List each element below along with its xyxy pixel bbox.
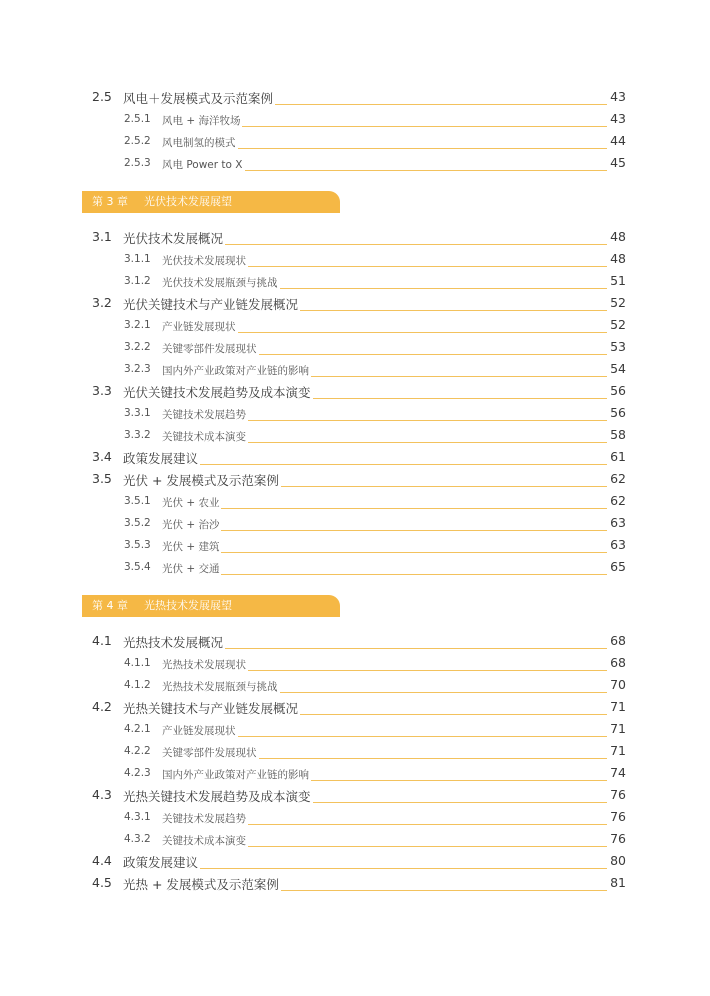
- entry-title: 国内外产业政策对产业链的影响: [162, 769, 309, 781]
- entry-number: 3.5.3: [124, 539, 151, 551]
- toc-subsection-entry[interactable]: [0, 653, 710, 675]
- entry-title: 光热技术发展现状: [162, 659, 246, 671]
- entry-title: 国内外产业政策对产业链的影响: [162, 365, 309, 377]
- page-number: 68: [607, 655, 626, 670]
- toc-section-entry[interactable]: [0, 381, 710, 403]
- entry-number: 4.2.2: [124, 745, 151, 757]
- page-number: 44: [607, 133, 626, 148]
- toc-subsection-entry[interactable]: [0, 675, 710, 697]
- entry-title: 光伏 + 发展模式及示范案例: [123, 473, 279, 488]
- entry-number: 4.1.2: [124, 679, 151, 691]
- page-number: 56: [607, 405, 626, 420]
- toc-section-entry[interactable]: [0, 293, 710, 315]
- entry-title: 光伏关键技术与产业链发展概况: [123, 297, 299, 312]
- entry-title: 光热关键技术与产业链发展概况: [123, 701, 299, 716]
- page-number: 62: [607, 471, 626, 486]
- entry-number: 2.5.2: [124, 135, 151, 147]
- page-number: 48: [607, 251, 626, 266]
- entry-title: 产业链发展现状: [162, 321, 236, 333]
- chapter-header[interactable]: [82, 191, 340, 213]
- entry-title: 光伏技术发展现状: [162, 255, 246, 267]
- page-number: 43: [607, 111, 626, 126]
- entry-number: 3.5.1: [124, 495, 151, 507]
- page-number: 63: [607, 515, 626, 530]
- entry-number: 3.3.2: [124, 429, 151, 441]
- toc-subsection-entry[interactable]: [0, 535, 710, 557]
- entry-number: 3.2.2: [124, 341, 151, 353]
- toc-subsection-entry[interactable]: [0, 403, 710, 425]
- entry-number: 4.3.1: [124, 811, 151, 823]
- page-number: 71: [607, 721, 626, 736]
- toc-subsection-entry[interactable]: [0, 763, 710, 785]
- chapter-number: 第 3 章: [92, 195, 128, 208]
- toc-section-entry[interactable]: [0, 447, 710, 469]
- toc-subsection-entry[interactable]: [0, 359, 710, 381]
- entry-title: 光伏 + 建筑: [162, 541, 220, 553]
- entry-number: 4.1: [92, 633, 112, 648]
- dot-leader-line: [162, 552, 607, 553]
- entry-title: 关键技术发展趋势: [162, 813, 246, 825]
- toc-subsection-entry[interactable]: [0, 513, 710, 535]
- entry-title: 政策发展建议: [123, 451, 199, 466]
- toc-subsection-entry[interactable]: [0, 557, 710, 579]
- toc-section-entry[interactable]: [0, 697, 710, 719]
- entry-number: 2.5.1: [124, 113, 151, 125]
- page-number: 76: [607, 787, 626, 802]
- entry-number: 3.4: [92, 449, 112, 464]
- page-number: 48: [607, 229, 626, 244]
- toc-subsection-entry[interactable]: [0, 719, 710, 741]
- page-number: 71: [607, 699, 626, 714]
- page-number: 51: [607, 273, 626, 288]
- chapter-header[interactable]: [82, 595, 340, 617]
- toc-subsection-entry[interactable]: [0, 131, 710, 153]
- entry-title: 风电制氢的模式: [162, 137, 236, 149]
- page-number: 58: [607, 427, 626, 442]
- page-number: 76: [607, 809, 626, 824]
- entry-number: 4.4: [92, 853, 112, 868]
- page-number: 63: [607, 537, 626, 552]
- toc-subsection-entry[interactable]: [0, 271, 710, 293]
- entry-title: 关键零部件发展现状: [162, 747, 257, 759]
- toc-subsection-entry[interactable]: [0, 153, 710, 175]
- entry-number: 4.3.2: [124, 833, 151, 845]
- entry-number: 3.5.2: [124, 517, 151, 529]
- page-number: 65: [607, 559, 626, 574]
- page-number: 61: [607, 449, 626, 464]
- toc-subsection-entry[interactable]: [0, 109, 710, 131]
- page-number: 80: [607, 853, 626, 868]
- dot-leader-line: [162, 508, 607, 509]
- page-number: 76: [607, 831, 626, 846]
- entry-title: 关键零部件发展现状: [162, 343, 257, 355]
- toc-subsection-entry[interactable]: [0, 741, 710, 763]
- toc-section-entry[interactable]: [0, 631, 710, 653]
- entry-number: 3.1.2: [124, 275, 151, 287]
- toc-subsection-entry[interactable]: [0, 829, 710, 851]
- entry-title: 光热技术发展瓶颈与挑战: [162, 681, 278, 693]
- entry-title: 关键技术发展趋势: [162, 409, 246, 421]
- entry-title: 光热关键技术发展趋势及成本演变: [123, 789, 311, 804]
- toc-section-entry[interactable]: [0, 469, 710, 491]
- entry-number: 3.5.4: [124, 561, 151, 573]
- entry-title: 风电 + 海洋牧场: [162, 115, 241, 127]
- page-number: 45: [607, 155, 626, 170]
- entry-number: 4.1.1: [124, 657, 151, 669]
- page-number: 56: [607, 383, 626, 398]
- page-number: 43: [607, 89, 626, 104]
- entry-title: 关键技术成本演变: [162, 431, 246, 443]
- toc-section-entry[interactable]: [0, 851, 710, 873]
- dot-leader-line: [162, 574, 607, 575]
- chapter-title: 光热技术发展展望: [144, 599, 232, 612]
- page-number: 54: [607, 361, 626, 376]
- toc-subsection-entry[interactable]: [0, 315, 710, 337]
- entry-number: 4.2: [92, 699, 112, 714]
- entry-title: 光伏技术发展瓶颈与挑战: [162, 277, 278, 289]
- entry-title: 光伏 + 治沙: [162, 519, 220, 531]
- toc-section-entry[interactable]: [0, 227, 710, 249]
- page-number: 70: [607, 677, 626, 692]
- entry-number: 3.3: [92, 383, 112, 398]
- toc-subsection-entry[interactable]: [0, 807, 710, 829]
- chapter-number: 第 4 章: [92, 599, 128, 612]
- page-number: 81: [607, 875, 626, 890]
- toc-section-entry[interactable]: [0, 873, 710, 895]
- entry-number: 3.3.1: [124, 407, 151, 419]
- entry-number: 3.5: [92, 471, 112, 486]
- entry-number: 4.2.1: [124, 723, 151, 735]
- entry-title: 光伏 + 农业: [162, 497, 220, 509]
- toc-subsection-entry[interactable]: [0, 337, 710, 359]
- page-number: 74: [607, 765, 626, 780]
- entry-number: 3.1.1: [124, 253, 151, 265]
- entry-title: 产业链发展现状: [162, 725, 236, 737]
- entry-title: 政策发展建议: [123, 855, 199, 870]
- page-number: 53: [607, 339, 626, 354]
- toc-section-entry[interactable]: [0, 785, 710, 807]
- toc-subsection-entry[interactable]: [0, 491, 710, 513]
- entry-number: 3.2: [92, 295, 112, 310]
- toc-subsection-entry[interactable]: [0, 425, 710, 447]
- entry-number: 4.3: [92, 787, 112, 802]
- toc-section-entry[interactable]: [0, 87, 710, 109]
- page-number: 62: [607, 493, 626, 508]
- entry-title: 关键技术成本演变: [162, 835, 246, 847]
- entry-number: 4.5: [92, 875, 112, 890]
- entry-title: 风电＋发展模式及示范案例: [123, 91, 274, 106]
- page-number: 52: [607, 317, 626, 332]
- entry-title: 光热 + 发展模式及示范案例: [123, 877, 279, 892]
- dot-leader-line: [162, 530, 607, 531]
- chapter-title: 光伏技术发展展望: [144, 195, 232, 208]
- entry-number: 4.2.3: [124, 767, 151, 779]
- entry-title: 光伏关键技术发展趋势及成本演变: [123, 385, 311, 400]
- entry-number: 2.5.3: [124, 157, 151, 169]
- page-number: 68: [607, 633, 626, 648]
- page-number: 52: [607, 295, 626, 310]
- entry-number: 3.1: [92, 229, 112, 244]
- entry-number: 3.2.1: [124, 319, 151, 331]
- page-number: 71: [607, 743, 626, 758]
- entry-number: 2.5: [92, 89, 112, 104]
- entry-title: 光伏技术发展概况: [123, 231, 224, 246]
- toc-subsection-entry[interactable]: [0, 249, 710, 271]
- entry-title: 风电 Power to X: [162, 159, 243, 171]
- entry-title: 光伏 + 交通: [162, 563, 220, 575]
- entry-title: 光热技术发展概况: [123, 635, 224, 650]
- entry-number: 3.2.3: [124, 363, 151, 375]
